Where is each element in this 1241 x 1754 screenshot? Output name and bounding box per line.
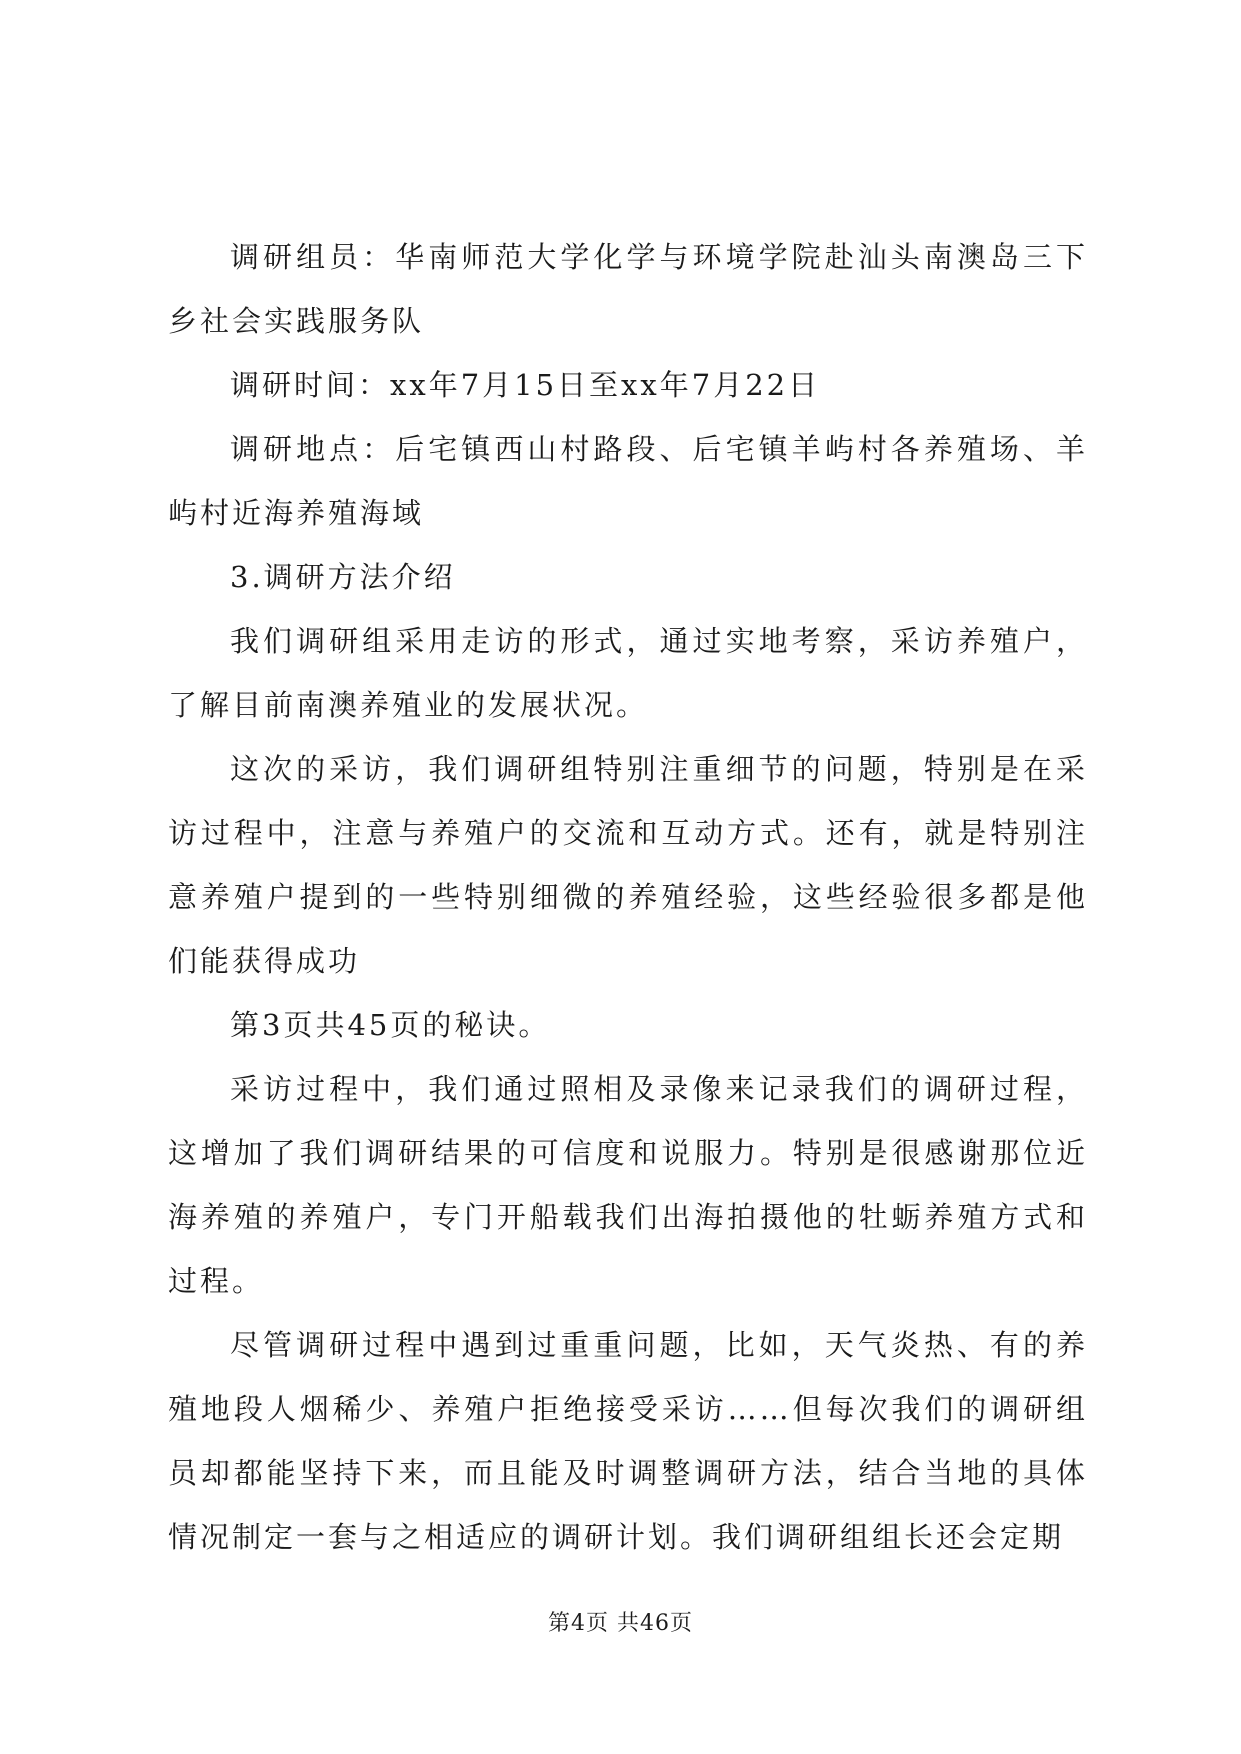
section-heading-method: 3.调研方法介绍 — [230, 560, 456, 594]
page-footer: 第4页 共46页 — [548, 1611, 693, 1636]
paragraph-members: 调研组员：华南师范大学化学与环境学院赴汕头南澳岛三下乡社会实践服务队 — [168, 240, 1088, 338]
paragraph-time: 调研时间：xx年7月15日至xx年7月22日 — [230, 368, 821, 402]
paragraph-location: 调研地点：后宅镇西山村路段、后宅镇羊屿村各养殖场、羊屿村近海养殖海域 — [168, 432, 1088, 530]
document-body — [168, 225, 1088, 1569]
paragraph-method-intro: 我们调研组采用走访的形式，通过实地考察，采访养殖户，了解目前南澳养殖业的发展状况。 — [168, 624, 1088, 722]
paragraph-page-break-text: 第3页共45页的秘诀。 — [230, 1008, 551, 1042]
paragraph-difficulties: 尽管调研过程中遇到过重重问题，比如，天气炎热、有的养殖地段人烟稀少、养殖户拒绝接受采访……但每次我们的调研组员却都能坚持下来，而且能及时调整调研方法，结合当地的具体情况制定一套与之相适应的调研计划。我们调研组组长还会定期 — [168, 1328, 1088, 1554]
paragraph-interview-detail: 这次的采访，我们调研组特别注重细节的问题，特别是在采访过程中，注意与养殖户的交流和互动方式。还有，就是特别注意养殖户提到的一些特别细微的养殖经验，这些经验很多都是他们能获得成功 — [168, 752, 1088, 978]
paragraph-recording: 采访过程中，我们通过照相及录像来记录我们的调研过程，这增加了我们调研结果的可信度和说服力。特别是很感谢那位近海养殖的养殖户，专门开船载我们出海拍摄他的牡蛎养殖方式和过程。 — [168, 1072, 1088, 1298]
